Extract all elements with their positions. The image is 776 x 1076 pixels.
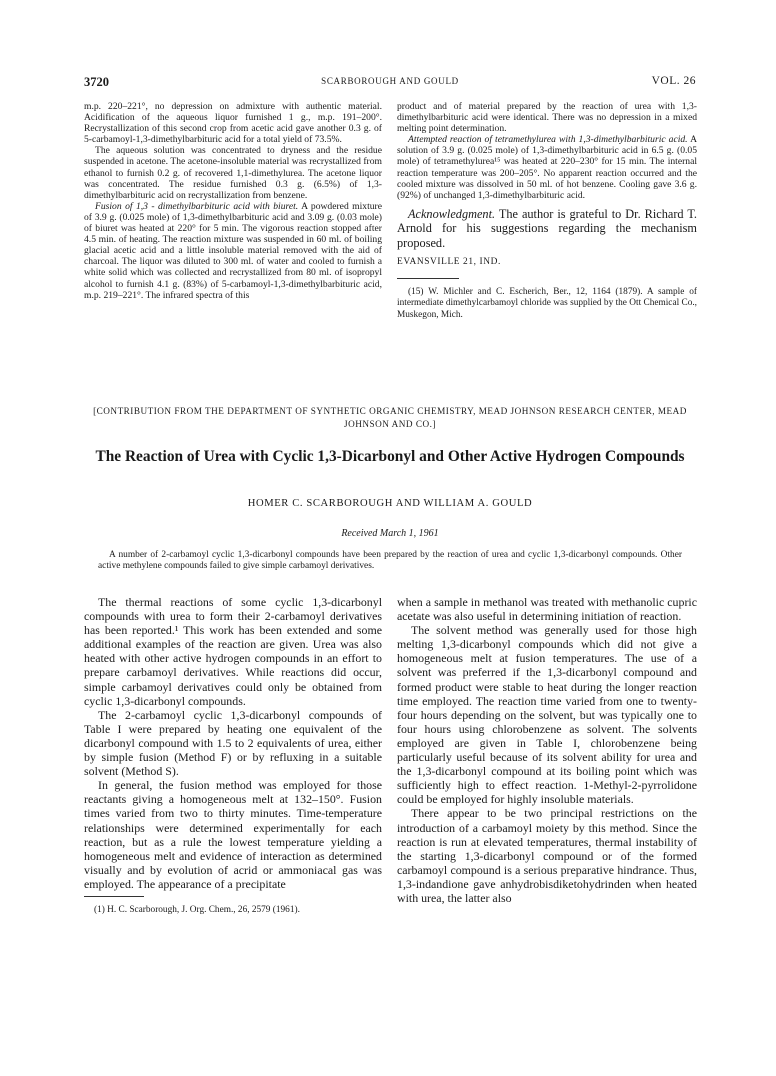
tetramethylurea-text: A solution of 3.9 g. (0.025 mole) of 1,3-dimethylbarbituric acid in 6.5 g. (0.05 mole) of tetramethylurea¹⁵ was heated at 220–230° for 15 min. The internal reaction temperature was 200–205°. No apparent reaction occurred and the cooled mixture was dissolved in 50 ml. of hot benzene. Cooling gave 3.6 g. (92%) of unchanged 1,3-dimethylbarbituric acid. <box>397 134 697 201</box>
body-paragraph: There appear to be two principal restrictions on the introduction of a carbamoyl moiety by this method. Since the reaction is run at elevated temperatures, thermal instability of the starting 1,3-dicarbonyl compound or of the formed carbamoyl compound is a serious preparative hindrance. Thus, 1,3-indandione gave anhydrobisdiketohydrinden when heated with urea, the latter also <box>397 806 697 905</box>
body-paragraph: The thermal reactions of some cyclic 1,3-dicarbonyl compounds with urea to form their 2-carbamoyl derivatives has been reported.¹ This work has been extended and some additional examples of the reaction are given. Urea was also heated with other active hydrogen compounds in an effort to prepare carbamoyl derivatives. While reactions did occur, simple carbamoyl derivatives could only be obtained from cyclic 1,3-dicarbonyl compounds. <box>84 595 382 708</box>
tetramethylurea-paragraph <box>397 134 697 201</box>
footnote-divider <box>84 896 144 897</box>
body-paragraph: when a sample in methanol was treated with methanolic cupric acetate was also useful in determining initiation of reaction. <box>397 595 697 624</box>
fusion-biuret-heading: Fusion of 1,3 - dimethylbarbituric acid with biuret. <box>95 200 299 212</box>
footnote-divider <box>397 278 459 279</box>
previous-article-left-column <box>84 101 382 301</box>
body-paragraph: The solvent method was generally used for those high melting 1,3-dicarbonyl compounds which did not give a homogeneous melt at fusion temperatures. The use of a solvent was preferred if the 1,3-dicarbonyl compound and formed product were stable to heat during the longer reaction time employed. The reaction time varied from one to twenty-four hours depending on the solvent, but was typically one to four hours using chlorobenzene as solvent. The solvents employed are given in Table I, chlorobenzene being particularly useful because of its solvent ability for urea and the 1,3-dicarbonyl compound at its boiling point which was sufficiently high to effect reaction. 1-Methyl-2-pyrrolidone could be employed for highly insoluble materials. <box>397 623 697 807</box>
volume-label: VOL. 26 <box>651 75 696 87</box>
running-header <box>84 75 696 89</box>
running-title: SCARBOROUGH AND GOULD <box>321 76 459 86</box>
author-address: EVANSVILLE 21, IND. <box>397 257 501 268</box>
body-paragraph: The 2-carbamoyl cyclic 1,3-dicarbonyl compounds of Table I were prepared by heating one equivalent of the dicarbonyl compound with 1.5 to 2 equivalents of urea, either by simple fusion (Method F) or by refluxing in a suitable solvent (Method S). <box>84 707 382 779</box>
fusion-biuret-text: A powdered mixture of 3.9 g. (0.025 mole) of 1,3-dimethylbarbituric acid and 3.09 g. (0.03 mole) of biuret was heated at 220° for 5 min. The vigorous reaction stopped after 4.5 min. of heating. The reaction mixture was suspended in 60 ml. of boiling glacial acetic acid and a little insoluble material removed with the aid of charcoal. The liquor was diluted to 300 ml. of water and cooled to furnish a white solid which was collected and recrystallized from 80 ml. of isopropyl alcohol to furnish 4.1 g. (83%) of 5-carbamoyl-1,3-dimethylbarbituric acid, m.p. 219–221°. The infrared spectra of this <box>84 200 382 301</box>
article-right-column <box>397 595 697 905</box>
experimental-paragraph: The aqueous solution was concentrated to dryness and the residue suspended in acetone. The acetone-insoluble material was recrystallized from ethanol to furnish 0.2 g. of recovered 1,1-dimethylurea. The acetone liquor was concentrated. The residue furnished 0.3 g. (6.5%) of 1,3-dimethylbarbituric acid on recrystallization from benzene. <box>84 145 382 201</box>
previous-article-right-column <box>397 101 697 321</box>
article-title: The Reaction of Urea with Cyclic 1,3-Dicarbonyl and Other Active Hydrogen Compounds <box>95 448 685 465</box>
experimental-paragraph: product and of material prepared by the reaction of urea with 1,3-dimethylbarbituric acid were identical. There was no depression in a mixed melting point determination. <box>397 101 697 135</box>
acknowledgment-heading: Acknowledgment. <box>408 206 496 221</box>
body-paragraph: In general, the fusion method was employed for those reactants giving a homogeneous melt at 132–150°. Fusion times varied from two to thirty minutes. Time-temperature relationships were determined experimentally for each reaction, but as a rule the lowest temperature yielding a homogeneous melt and evidence of interaction as determined visually and by evolution of acrid or ammoniacal gas was employed. The appearance of a precipitate <box>84 778 382 891</box>
article-left-column <box>84 595 382 916</box>
footnote-15: (15) W. Michler and C. Escherich, Ber., 12, 1164 (1879). A sample of intermediate dimethylcarbamoyl chloride was supplied by the Ott Chemical Co., Muskegon, Mich. <box>397 287 697 320</box>
article-authors: HOMER C. SCARBOROUGH AND WILLIAM A. GOULD <box>247 498 533 509</box>
fusion-biuret-paragraph <box>84 201 382 301</box>
experimental-paragraph: m.p. 220–221°, no depression on admixture with authentic material. Acidification of the aqueous liquor furnished 1 g., m.p. 191–200°. Recrystallization of this second crop from acetic acid gave another 0.3 g. of 5-carbamoyl-1,3-dimethylbarbituric acid for a total yield of 73.5%. <box>84 101 382 146</box>
page-number: 3720 <box>84 75 109 89</box>
acknowledgment-text: The author is grateful to Dr. Richard T. Arnold for his suggestions regarding the mechanism proposed. <box>397 206 697 250</box>
abstract: A number of 2-carbamoyl cyclic 1,3-dicarbonyl compounds have been prepared by the reaction of urea and cyclic 1,3-dicarbonyl compounds. Other active methylene compounds failed to give simple carbamoyl derivatives. <box>98 550 682 572</box>
tetramethylurea-heading: Attempted reaction of tetramethylurea with 1,3-dimethylbarbituric acid. <box>408 134 688 146</box>
received-date: Received March 1, 1961 <box>341 528 439 539</box>
affiliation-line: [CONTRIBUTION FROM THE DEPARTMENT OF SYNTHETIC ORGANIC CHEMISTRY, MEAD JOHNSON RESEARCH CENTER, MEAD JOHNSON AND CO.] <box>93 406 687 429</box>
acknowledgment-paragraph <box>397 207 697 250</box>
footnote-1: (1) H. C. Scarborough, J. Org. Chem., 26, 2579 (1961). <box>94 904 300 915</box>
